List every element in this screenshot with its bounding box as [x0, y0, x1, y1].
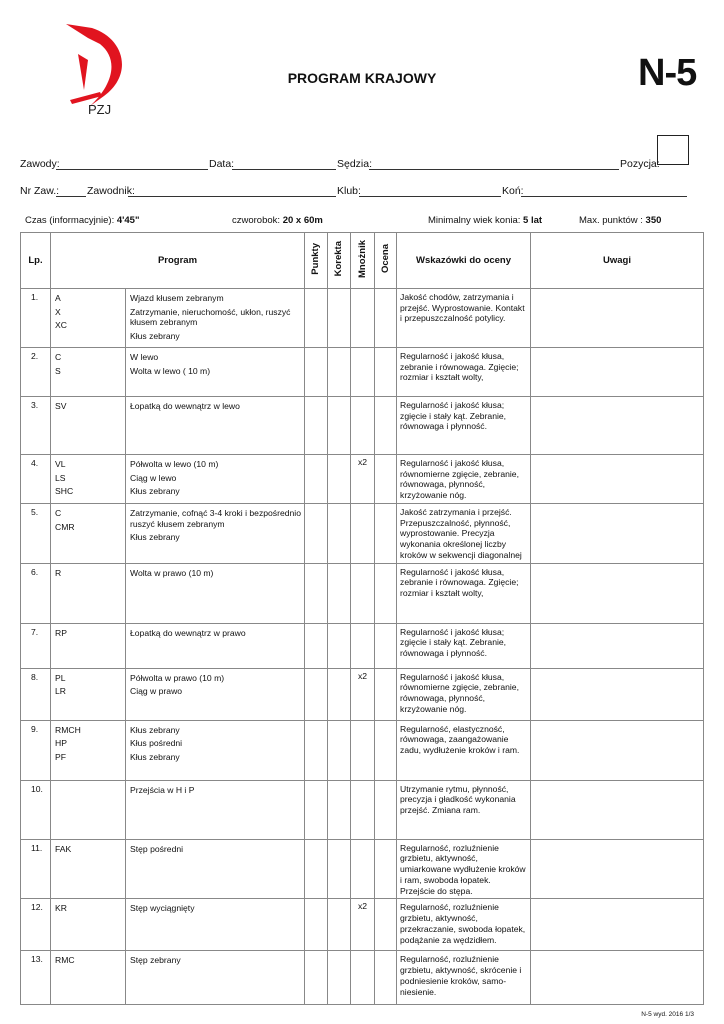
arena-letter: SHC [55, 486, 74, 497]
punkty-cell[interactable] [305, 289, 328, 348]
zawody-field[interactable] [56, 169, 208, 170]
footer-text: N-5 wyd. 2016 1/3 [641, 1011, 694, 1018]
row-letters [51, 951, 126, 1005]
row-letters [51, 720, 126, 780]
arena-letter: C [55, 508, 62, 518]
row-number: 11. [21, 839, 51, 899]
movement-text: Wolta w prawo (10 m) [130, 567, 214, 578]
criteria-text: Regularność i jakość kłusa, zebranie i równowaga. Zgięcie; rozmiar i kształt wolty, [397, 563, 531, 623]
uwagi-cell[interactable] [531, 348, 704, 397]
korekta-cell[interactable] [328, 348, 351, 397]
row-letters [51, 668, 126, 720]
movement-text: Półwolta w prawo (10 m) [130, 672, 225, 683]
criteria-text: Jakość chodów, zatrzymania i przejść. Wyprostowanie. Kontakt i przepuszczalność potylicy. [397, 289, 531, 348]
movement-text: Kłus zebrany [130, 532, 180, 543]
arena-letter: RP [55, 627, 67, 638]
arena-letter: S [55, 365, 61, 376]
movement-text: Łopatką do wewnątrz w lewo [130, 401, 240, 411]
mnoznik-cell [351, 720, 375, 780]
pzj-logo [58, 20, 133, 115]
arena-letter: A [55, 293, 61, 303]
row-number: 5. [21, 504, 51, 564]
kon-label: Koń: [502, 185, 524, 197]
row-movements [126, 289, 305, 348]
table-row [21, 563, 704, 623]
czworobok-info: czworobok: 20 x 60m [232, 215, 323, 226]
arena-letter: XC [55, 320, 67, 331]
criteria-text: Regularność i jakość kłusa, równomierne zgięcie, zebranie, równowaga, płynność, krzyżowanie nóg. [397, 455, 531, 504]
table-row [21, 348, 704, 397]
test-code: N-5 [638, 52, 697, 94]
row-letters [51, 839, 126, 899]
punkty-cell[interactable] [305, 623, 328, 668]
ocena-cell[interactable] [375, 504, 397, 564]
movement-text: Wolta w lewo ( 10 m) [130, 365, 211, 376]
row-movements [126, 563, 305, 623]
mnoznik-cell [351, 839, 375, 899]
ocena-cell[interactable] [375, 455, 397, 504]
row-movements [126, 839, 305, 899]
max-points-info: Max. punktów : 350 [579, 215, 662, 226]
row-number: 4. [21, 455, 51, 504]
data-label: Data: [209, 158, 235, 170]
movement-text: Kłus zebrany [130, 331, 180, 342]
arena-letter: VL [55, 459, 66, 469]
uwagi-cell[interactable] [531, 780, 704, 839]
criteria-text: Jakość zatrzymania i przejść. Przepuszczalność, płynność, wyprostowanie. Precyzja wykonania określonej liczby kroków w sekwencji diagonalnej [397, 504, 531, 564]
mnoznik-cell [351, 504, 375, 564]
row-number: 8. [21, 668, 51, 720]
table-row [21, 504, 704, 564]
mnoznik-cell [351, 951, 375, 1005]
pozycja-label: Pozycja: [620, 158, 660, 170]
header-korekta: Korekta [328, 233, 351, 289]
criteria-text: Regularność, rozluźnienie grzbietu, aktywność, skrócenie i podniesienie kroków, samo-niesienie. [397, 951, 531, 1005]
mnoznik-cell: x2 [351, 899, 375, 951]
punkty-cell[interactable] [305, 899, 328, 951]
korekta-cell[interactable] [328, 951, 351, 1005]
korekta-cell[interactable] [328, 899, 351, 951]
row-number: 13. [21, 951, 51, 1005]
movement-text: Półwolta w lewo (10 m) [130, 459, 219, 469]
arena-letter: LR [55, 686, 66, 697]
ocena-cell[interactable] [375, 348, 397, 397]
uwagi-cell[interactable] [531, 289, 704, 348]
row-letters [51, 397, 126, 455]
row-number: 1. [21, 289, 51, 348]
row-movements [126, 348, 305, 397]
ocena-cell[interactable] [375, 720, 397, 780]
table-row [21, 951, 704, 1005]
row-number: 3. [21, 397, 51, 455]
punkty-cell[interactable] [305, 951, 328, 1005]
mnoznik-cell [351, 563, 375, 623]
movement-text: Zatrzymanie, cofnąć 3-4 kroki i bezpośrednio ruszyć kłusem zebranym [130, 508, 301, 529]
arena-letter: X [55, 306, 61, 317]
row-letters [51, 289, 126, 348]
ocena-cell[interactable] [375, 951, 397, 1005]
sedzia-field[interactable] [369, 169, 619, 170]
row-number: 9. [21, 720, 51, 780]
movement-text: Stęp zebrany [130, 955, 181, 966]
uwagi-cell[interactable] [531, 720, 704, 780]
movement-text: Kłus pośredni [130, 738, 183, 749]
movement-text: Przejścia w H i P [130, 784, 195, 795]
czas-info: Czas (informacyjnie): 4'45" [25, 215, 140, 226]
arena-letter: RMCH [55, 724, 81, 735]
table-row [21, 289, 704, 348]
movement-text: Łopatką do wewnątrz w prawo [130, 627, 246, 638]
table-row [21, 720, 704, 780]
zawodnik-label: Zawodnik: [87, 185, 135, 197]
movement-text: Zatrzymanie, nieruchomość, ukłon, ruszyć kłusem zebranym [130, 306, 291, 328]
row-number: 6. [21, 563, 51, 623]
punkty-cell[interactable] [305, 668, 328, 720]
movement-text: Ciąg w prawo [130, 686, 183, 697]
punkty-cell[interactable] [305, 839, 328, 899]
ocena-cell[interactable] [375, 668, 397, 720]
korekta-cell[interactable] [328, 504, 351, 564]
korekta-cell[interactable] [328, 397, 351, 455]
arena-letter: LS [55, 472, 66, 483]
korekta-cell[interactable] [328, 720, 351, 780]
row-number: 2. [21, 348, 51, 397]
uwagi-cell[interactable] [531, 668, 704, 720]
uwagi-cell[interactable] [531, 951, 704, 1005]
movement-text: W lewo [130, 352, 159, 362]
arena-letter: FAK [55, 843, 72, 854]
arena-letter: HP [55, 738, 67, 749]
mnoznik-cell [351, 348, 375, 397]
arena-letter: C [55, 352, 62, 362]
row-movements [126, 623, 305, 668]
criteria-text: Regularność i jakość kłusa, równomierne zgięcie, zebranie, równowaga, płynność, krzyżowanie nóg. [397, 668, 531, 720]
punkty-cell[interactable] [305, 720, 328, 780]
uwagi-cell[interactable] [531, 504, 704, 564]
criteria-text: Regularność i jakość kłusa, zebranie i równowaga. Zgięcie; rozmiar i kształt wolty, [397, 348, 531, 397]
movement-text: Stęp pośredni [130, 843, 184, 854]
table-row [21, 455, 704, 504]
row-movements [126, 397, 305, 455]
zawodnik-field[interactable] [128, 196, 336, 197]
row-letters [51, 899, 126, 951]
row-movements [126, 504, 305, 564]
row-letters [51, 348, 126, 397]
table-row [21, 839, 704, 899]
row-letters [51, 563, 126, 623]
ocena-cell[interactable] [375, 563, 397, 623]
mnoznik-cell [351, 623, 375, 668]
table-row [21, 668, 704, 720]
data-field[interactable] [232, 169, 336, 170]
header-punkty: Punkty [305, 233, 328, 289]
ocena-cell[interactable] [375, 397, 397, 455]
header-program: Program [51, 233, 305, 289]
mnoznik-cell: x2 [351, 668, 375, 720]
korekta-cell[interactable] [328, 623, 351, 668]
korekta-cell[interactable] [328, 839, 351, 899]
row-number: 7. [21, 623, 51, 668]
korekta-cell[interactable] [328, 668, 351, 720]
wiek-info: Minimalny wiek konia: 5 lat [428, 215, 543, 226]
arena-letter: PL [55, 672, 66, 683]
arena-letter: CMR [55, 521, 75, 532]
movement-text: Wjazd kłusem zebranym [130, 293, 224, 303]
logo-text: PZJ [88, 102, 112, 115]
movement-text: Ciąg w lewo [130, 472, 177, 483]
header-lp: Lp. [21, 233, 51, 289]
mnoznik-cell: x2 [351, 455, 375, 504]
row-movements [126, 668, 305, 720]
row-number: 10. [21, 780, 51, 839]
movement-text: Kłus zebrany [130, 486, 180, 497]
table-row [21, 397, 704, 455]
ocena-cell[interactable] [375, 623, 397, 668]
nr-zaw-label: Nr Zaw.: [20, 185, 60, 197]
row-letters [51, 780, 126, 839]
table-row [21, 780, 704, 839]
punkty-cell[interactable] [305, 504, 328, 564]
mnoznik-cell [351, 397, 375, 455]
punkty-cell[interactable] [305, 348, 328, 397]
mnoznik-cell [351, 289, 375, 348]
row-movements [126, 899, 305, 951]
ocena-cell[interactable] [375, 899, 397, 951]
korekta-cell[interactable] [328, 780, 351, 839]
arena-letter: RMC [55, 955, 75, 966]
uwagi-cell[interactable] [531, 839, 704, 899]
mnoznik-cell [351, 780, 375, 839]
uwagi-cell[interactable] [531, 455, 704, 504]
klub-field[interactable] [359, 196, 501, 197]
row-letters [51, 623, 126, 668]
arena-letter: SV [55, 401, 67, 411]
punkty-cell[interactable] [305, 397, 328, 455]
korekta-cell[interactable] [328, 289, 351, 348]
uwagi-cell[interactable] [531, 563, 704, 623]
ocena-cell[interactable] [375, 289, 397, 348]
ocena-cell[interactable] [375, 780, 397, 839]
punkty-cell[interactable] [305, 455, 328, 504]
row-movements [126, 951, 305, 1005]
uwagi-cell[interactable] [531, 899, 704, 951]
uwagi-cell[interactable] [531, 623, 704, 668]
movement-text: Kłus zebrany [130, 752, 180, 763]
header-uwagi: Uwagi [531, 233, 704, 289]
header-ocena: Ocena [375, 233, 397, 289]
row-letters [51, 455, 126, 504]
table-row [21, 623, 704, 668]
position-box[interactable] [657, 135, 689, 165]
ocena-cell[interactable] [375, 839, 397, 899]
klub-label: Klub: [337, 185, 361, 197]
header-wskazowki: Wskazówki do oceny [397, 233, 531, 289]
arena-letter: KR [55, 903, 67, 914]
arena-letter: R [55, 567, 62, 578]
row-movements [126, 720, 305, 780]
row-movements [126, 780, 305, 839]
row-number: 12. [21, 899, 51, 951]
page-title: PROGRAM KRAJOWY [287, 70, 437, 86]
movement-text: Kłus zebrany [130, 724, 180, 735]
korekta-cell[interactable] [328, 563, 351, 623]
movement-text: Stęp wyciągnięty [130, 903, 195, 914]
kon-field[interactable] [521, 196, 687, 197]
table-row [21, 899, 704, 951]
criteria-text: Regularność i jakość kłusa; zgięcie i stały kąt. Zebranie, równowaga i płynność. [397, 397, 531, 455]
punkty-cell[interactable] [305, 780, 328, 839]
sedzia-label: Sędzia: [337, 158, 373, 170]
row-movements [126, 455, 305, 504]
program-table [20, 232, 704, 1005]
criteria-text: Utrzymanie rytmu, płynność, precyzja i gładkość wykonania przejść. Zmiana ram. [397, 780, 531, 839]
row-letters [51, 504, 126, 564]
korekta-cell[interactable] [328, 455, 351, 504]
punkty-cell[interactable] [305, 563, 328, 623]
criteria-text: Regularność, rozluźnienie grzbietu, aktywność, przekraczanie, swoboda łopatek, podążanie za wędzidłem. [397, 899, 531, 951]
arena-letter: PF [55, 752, 66, 763]
uwagi-cell[interactable] [531, 397, 704, 455]
criteria-text: Regularność i jakość kłusa; zgięcie i stały kąt. Zebranie, równowaga i płynność. [397, 623, 531, 668]
zawody-label: Zawody: [20, 158, 60, 170]
criteria-text: Regularność, rozluźnienie grzbietu, aktywność, umiarkowane wydłużenie kroków i ram, swoboda łopatek. Przejście do stępa. [397, 839, 531, 899]
header-mnoznik: Mnożnik [351, 233, 375, 289]
nr-zaw-field[interactable] [56, 196, 86, 197]
criteria-text: Regularność, elastyczność, równowaga, zaangażowanie zadu, wydłużenie kroków i ram. [397, 720, 531, 780]
